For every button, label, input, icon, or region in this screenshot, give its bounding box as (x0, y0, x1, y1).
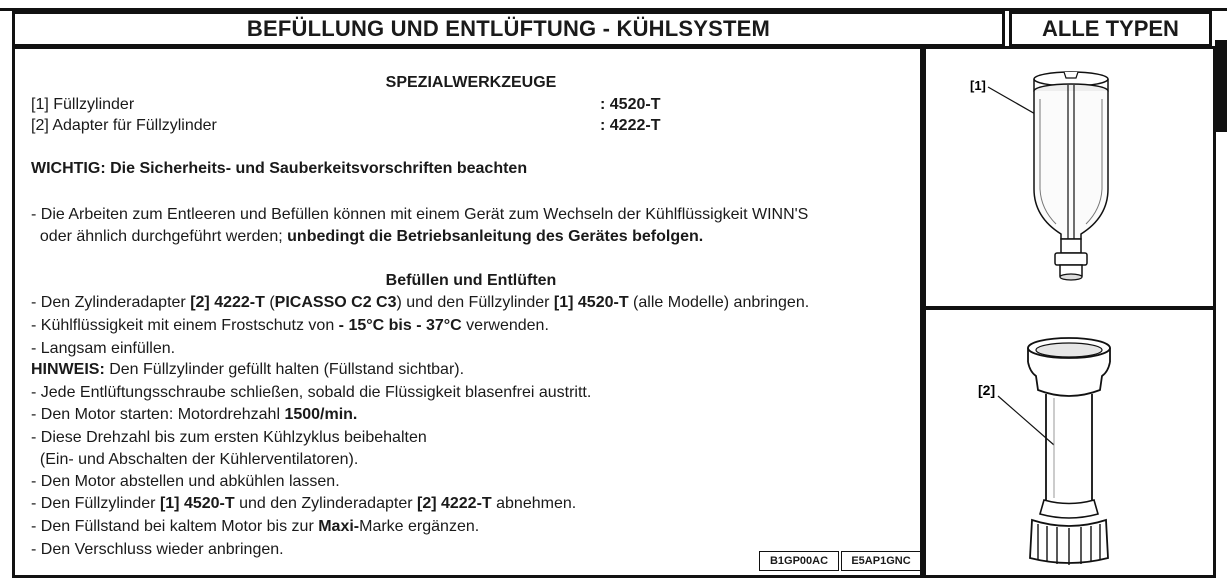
step-text: ) und den Füllzylinder (396, 294, 554, 311)
step-12: - Den Verschluss wieder anbringen. (31, 541, 284, 558)
tool-name: Füllzylinder (48, 96, 135, 113)
tool-name: Adapter für Füllzylinder (48, 117, 217, 134)
step-text: - Den Füllstand bei kaltem Motor bis zur (31, 518, 319, 535)
filling-cylinder-drawing (926, 49, 1213, 306)
procedure-heading: Befüllen und Entlüften (385, 272, 557, 289)
step-text: - Den Füllzylinder (31, 495, 160, 512)
step-8: (Ein- und Abschalten der Kühlerventilatoren). (31, 451, 359, 468)
tool-item-1 (31, 94, 134, 115)
step-emphasis: [2] 4222-T (190, 294, 265, 311)
tool-code: : 4222-T (600, 117, 661, 134)
figure-cylinder-adapter (923, 307, 1216, 578)
step-text: Marke ergänzen. (359, 518, 480, 535)
step-text: ( (264, 294, 275, 311)
step-text: verwenden. (461, 317, 549, 334)
page-title: BEFÜLLUNG UND ENTLÜFTUNG - KÜHLSYSTEM (246, 16, 771, 41)
cylinder-connector (1055, 253, 1087, 265)
tool-item-2 (31, 115, 217, 136)
adapter-cup (1028, 362, 1110, 396)
step-4 (31, 359, 464, 380)
step-11 (31, 516, 479, 537)
step-3: - Langsam einfüllen. (31, 340, 176, 357)
step-emphasis: - 15°C bis - 37°C (338, 317, 462, 334)
note-label: HINWEIS: (31, 361, 105, 378)
step-10 (31, 493, 576, 514)
step-text: abnehmen. (491, 495, 577, 512)
step-emphasis: [1] 4520-T (159, 495, 235, 512)
figure-filling-cylinder (923, 46, 1216, 309)
types-bar (1009, 11, 1212, 47)
step-2 (31, 315, 549, 336)
step-6 (31, 404, 357, 425)
reference-code-2: E5AP1GNC (841, 551, 921, 571)
step-9: - Den Motor abstellen und abkühlen lassen. (31, 473, 340, 490)
edge-marker (1215, 40, 1227, 132)
adapter-drawing (926, 310, 1213, 575)
intro-text: oder ähnlich durchgeführt werden; (31, 228, 288, 245)
step-text: (alle Modelle) anbringen. (628, 294, 810, 311)
step-7: - Diese Drehzahl bis zum ersten Kühlzyklus beibehalten (31, 429, 427, 446)
step-text: Den Füllzylinder gefüllt halten (Füllstand sichtbar). (104, 361, 465, 378)
step-text: - Den Zylinderadapter (31, 294, 191, 311)
step-emphasis: Maxi- (318, 518, 360, 535)
tool-ref: [2] (31, 117, 49, 134)
step-emphasis: [2] 4222-T (416, 495, 492, 512)
intro-line-1: - Die Arbeiten zum Entleeren und Befüllen können mit einem Gerät zum Wechseln der Kühlflüssigkeit WINN'S (31, 206, 809, 223)
intro-emphasis: unbedingt die Betriebsanleitung des Gerätes befolgen. (287, 228, 704, 245)
figure-label-2: [2] (978, 382, 996, 398)
important-note: WICHTIG: Die Sicherheits- und Sauberkeitsvorschriften beachten (31, 160, 528, 177)
step-text: und den Zylinderadapter (234, 495, 417, 512)
figure-label-1: [1] (970, 78, 986, 93)
step-1 (31, 292, 809, 313)
step-text: - Kühlflüssigkeit mit einem Frostschutz von (31, 317, 339, 334)
step-text: - Den Motor starten: Motordrehzahl (31, 406, 285, 423)
reference-code-1: B1GP00AC (759, 551, 839, 571)
step-emphasis: PICASSO C2 C3 (274, 294, 397, 311)
intro-line-2 (31, 226, 703, 247)
types-label: ALLE TYPEN (1042, 16, 1179, 41)
step-5: - Jede Entlüftungsschraube schließen, sobald die Flüssigkeit blasenfrei austritt. (31, 384, 592, 401)
instructions-panel (12, 46, 923, 578)
title-bar (12, 11, 1005, 47)
step-emphasis: 1500/min. (284, 406, 358, 423)
tools-heading: SPEZIALWERKZEUGE (385, 74, 557, 91)
tool-ref: [1] (31, 96, 49, 113)
tool-code: : 4520-T (600, 96, 661, 113)
step-emphasis: [1] 4520-T (553, 294, 629, 311)
cylinder-body (1034, 91, 1108, 239)
